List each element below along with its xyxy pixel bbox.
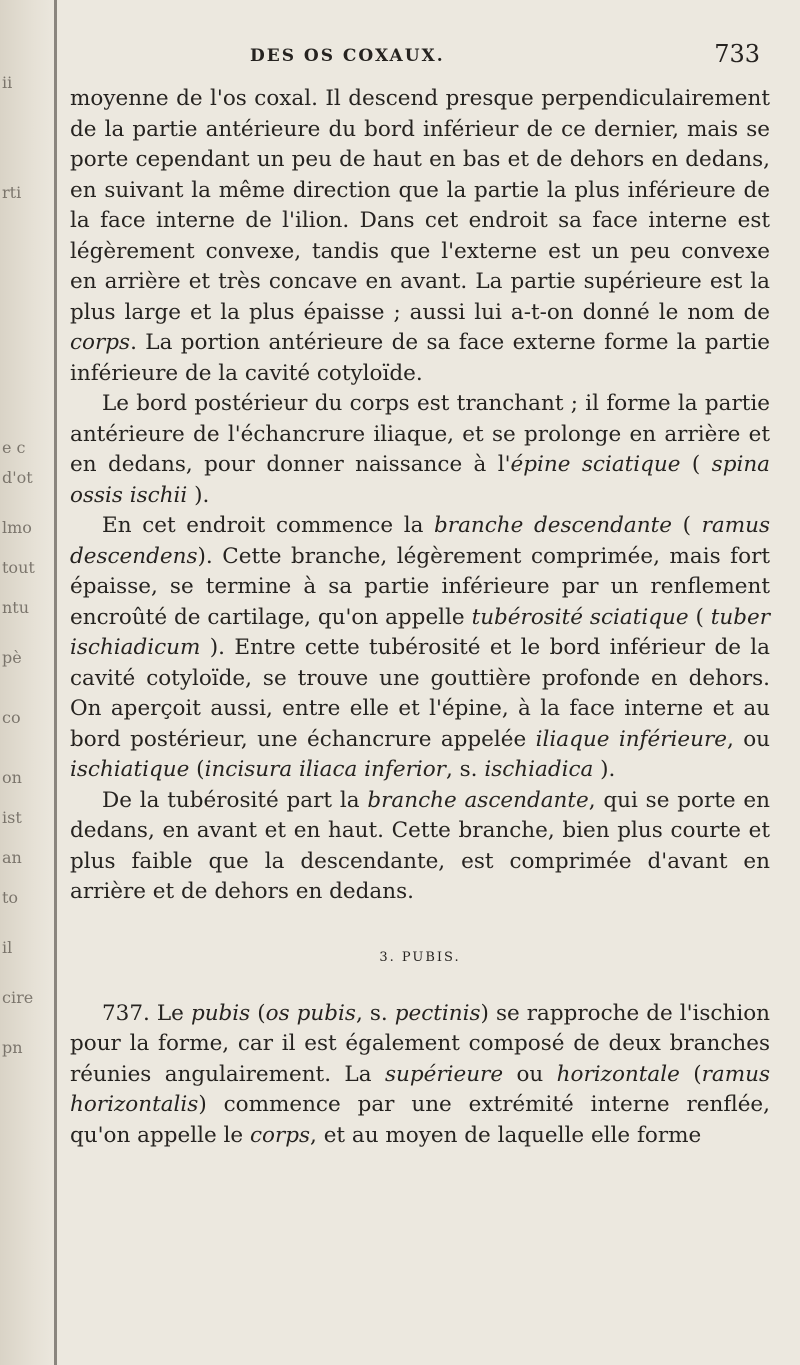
section-heading: 3. PUBIS.: [379, 949, 461, 965]
italic-term: tuber ischiadicum: [70, 604, 771, 660]
italic-term: horizontale: [556, 1061, 680, 1087]
bleed-fragment: il: [2, 938, 13, 957]
bleed-fragment: pn: [2, 1038, 23, 1057]
text-run: (: [671, 513, 702, 538]
text-run: Le bord postérieur du corps est tranchant ; il forme la partie antérieure de l'échancrure iliaque, et se prolonge en arrière et en dedans, pour donner naissance à l': [70, 391, 770, 477]
gutter-shadow-line: [54, 0, 57, 1365]
italic-term: branche ascendante: [367, 787, 589, 813]
italic-term: épine sciatique: [510, 452, 681, 477]
paragraph-p4: [70, 786, 770, 908]
paragraph-p1: [70, 84, 770, 389]
bleed-fragment: on: [2, 768, 22, 787]
body-text: [70, 84, 770, 908]
italic-term: ramus horizontalis: [70, 1061, 770, 1117]
bleed-fragment: pè: [2, 648, 22, 667]
text-run: En cet endroit commence la: [102, 513, 435, 538]
text-run: ).: [187, 482, 210, 508]
text-run: , et au moyen de laquelle elle forme: [310, 1122, 702, 1148]
text-run: ou: [503, 1061, 557, 1087]
page-number: 733: [714, 40, 760, 68]
text-run: 737. Le: [102, 1000, 191, 1026]
italic-term: iliaque inférieure: [535, 726, 727, 752]
bleed-fragment: ii: [2, 73, 13, 92]
paragraph-p3: [70, 511, 770, 786]
paragraph-p2: [70, 389, 770, 511]
bleed-fragment: to: [2, 888, 19, 907]
italic-term: ramus descendens: [70, 513, 770, 569]
italic-term: incisura iliaca inferior: [204, 757, 446, 782]
paragraph-p5: [70, 999, 770, 1152]
bleed-fragment: e c: [2, 438, 26, 457]
bleed-fragment: ntu: [2, 598, 30, 617]
running-title: DES OS COXAUX.: [250, 46, 445, 66]
text-run: , s.: [355, 1000, 395, 1026]
italic-term: os pubis: [265, 1000, 356, 1026]
italic-term: corps: [70, 330, 131, 355]
text-run: , s.: [445, 757, 485, 782]
text-run: ). Entre cette tubérosité et le bord inférieur de la cavité cotyloïde, se trouve une gouttière profonde en dehors. On aperçoit aussi, entre elle et l'épine, à la face interne et au bord postérieur, une échancrure appelée: [70, 635, 770, 752]
text-run: (: [680, 452, 712, 477]
text-run: De la tubérosité part la: [102, 787, 368, 813]
bleed-fragment: lmo: [2, 518, 32, 537]
italic-term: pectinis: [394, 1000, 481, 1026]
page-header: [70, 40, 770, 84]
bleed-fragment: tout: [2, 558, 35, 577]
text-run: ) se rapproche de l'ischion pour la forme, car il est également composé de deux branches réunies angulairement. La: [70, 1000, 770, 1087]
text-run: , ou: [726, 726, 771, 752]
italic-term: tubérosité sciatique: [471, 604, 689, 630]
italic-term: ischiadica: [484, 757, 594, 782]
text-run: (: [250, 1000, 266, 1026]
italic-term: supérieure: [384, 1061, 504, 1087]
text-run: (: [688, 604, 711, 630]
text-run: , qui se porte en dedans, en avant et en haut. Cette branche, bien plus courte et plus faible que la descendante, est comprimée d'avant en arrière et de dehors en dedans.: [70, 787, 770, 904]
italic-term: branche descendante: [434, 513, 672, 538]
bleed-fragment: an: [2, 848, 22, 867]
text-run: (: [189, 757, 205, 782]
bleed-fragment: d'ot: [2, 468, 33, 487]
page: [70, 40, 770, 1151]
text-run: ) commence par une extrémité interne renflée, qu'on appelle le: [70, 1092, 770, 1148]
italic-term: corps: [249, 1122, 311, 1148]
text-run: . La portion antérieure de sa face externe forme la partie inférieure de la cavité cotyloïde.: [70, 330, 770, 386]
italic-term: pubis: [190, 1000, 251, 1026]
italic-term: ischiatique: [70, 757, 190, 782]
text-run: ).: [593, 757, 616, 782]
bleed-fragment: co: [2, 708, 21, 727]
bleed-fragment: ist: [2, 808, 22, 827]
bleed-fragment: rti: [2, 183, 22, 202]
text-run: moyenne de l'os coxal. Il descend presque perpendiculairement de la partie antérieure du bord inférieur de ce dernier, mais se porte cependant un peu de haut en bas et de dehors en dedans, en suivant la même direction que la partie la plus inférieure de la face interne de l'ilion. Dans cet endroit sa face interne est légèrement convexe, tandis que l'externe est un peu convexe en arrière et très concave en avant. La partie supérieure est la plus large et la plus épaisse ; aussi lui a-t-on donné le nom de: [70, 86, 770, 325]
italic-term: spina ossis ischii: [70, 452, 770, 508]
text-run: (: [679, 1061, 702, 1087]
pubis-section-text: [70, 999, 770, 1152]
bleed-fragment: cire: [2, 988, 34, 1007]
text-run: ). Cette branche, légèrement comprimée, mais fort épaisse, se termine à sa partie inférieure par un renflement encroûté de cartilage, qu'on appelle: [70, 543, 770, 630]
